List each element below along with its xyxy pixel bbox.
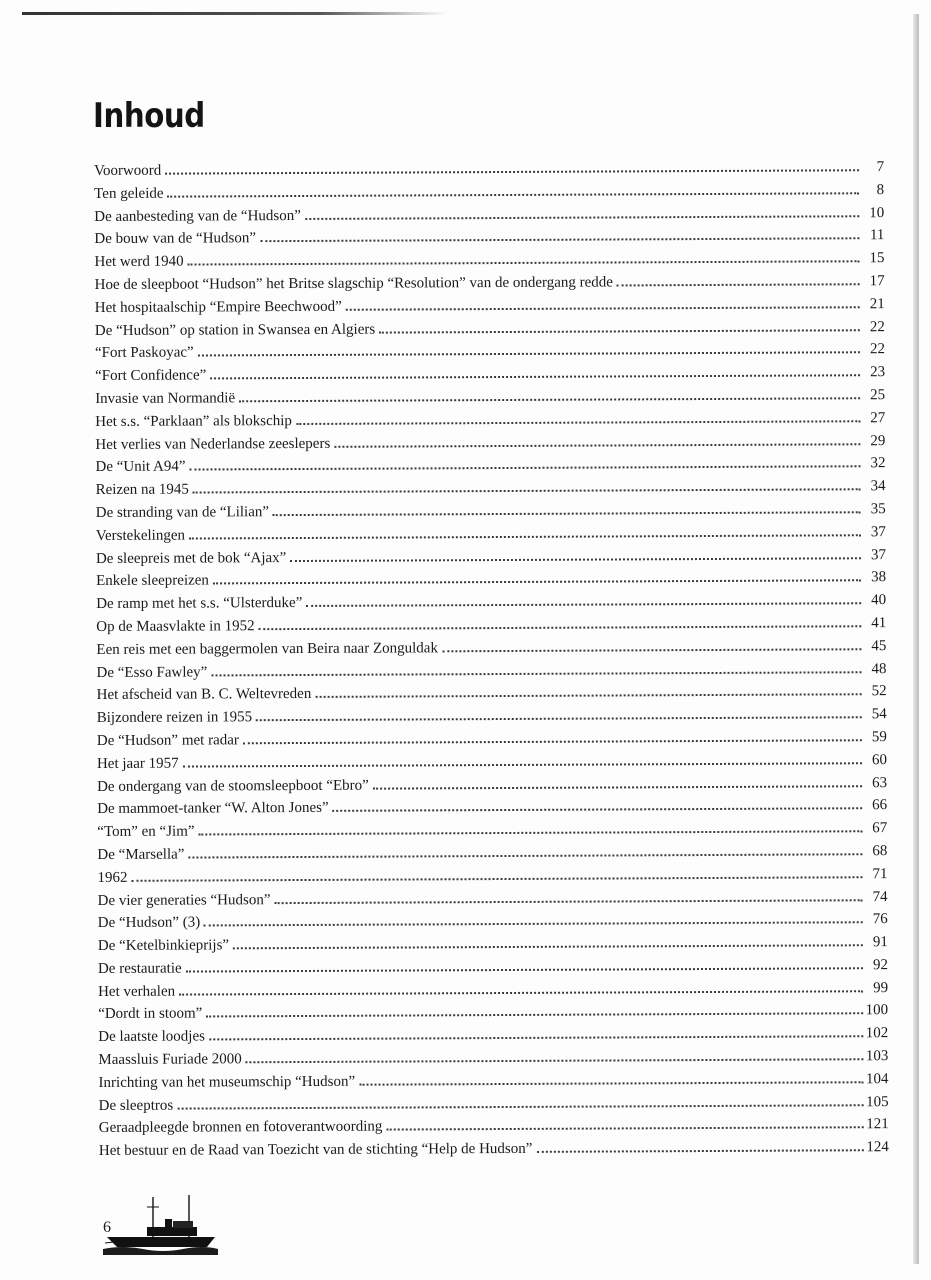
toc-entry-page: 91	[872, 934, 888, 951]
dot-leader	[442, 648, 861, 652]
toc-entry-title: Geraadpleegde bronnen en fotoverantwoording	[98, 1119, 383, 1137]
toc-entry-title: “Fort Paskoyac”	[94, 344, 194, 362]
table-of-contents	[94, 156, 889, 1163]
dot-leader	[186, 967, 863, 972]
dot-leader	[188, 260, 860, 265]
dot-leader	[239, 397, 860, 402]
toc-entry-title: De “Hudson” (3)	[97, 914, 201, 932]
dot-leader	[373, 785, 862, 789]
dot-leader	[213, 580, 861, 585]
dot-leader	[210, 374, 860, 379]
toc-entry-page: 124	[866, 1139, 889, 1156]
toc-entry-page: 71	[872, 865, 888, 882]
toc-entry-page: 48	[871, 660, 887, 677]
toc-entry-page: 15	[869, 250, 885, 267]
toc-entry-page: 27	[870, 409, 886, 426]
toc-entry-title: De “Hudson” met radar	[96, 732, 239, 749]
toc-entry-page: 121	[866, 1116, 889, 1133]
toc-entry-title: De “Ketelbinkieprijs”	[97, 937, 230, 955]
toc-entry-title: De ramp met het s.s. “Ulsterduke”	[96, 595, 303, 613]
dot-leader	[306, 602, 861, 607]
toc-entry-page: 63	[872, 774, 888, 791]
toc-entry-page: 74	[872, 888, 888, 905]
toc-entry-title: De bouw van de “Hudson”	[94, 230, 257, 248]
dot-leader	[206, 1013, 862, 1018]
toc-entry-title: De stranding van de “Lilian”	[95, 504, 270, 521]
dot-leader	[273, 511, 861, 516]
toc-entry-title: Op de Maasvlakte in 1952	[96, 618, 255, 635]
toc-entry-title: Reizen na 1945	[95, 481, 189, 499]
toc-entry-title: Het s.s. “Parklaan” als blokschip	[95, 412, 292, 430]
toc-entry-page: 52	[871, 683, 887, 700]
dot-leader	[296, 420, 860, 425]
dot-leader	[204, 922, 863, 927]
toc-entry-title: Maassluis Furiade 2000	[98, 1051, 242, 1069]
dot-leader	[246, 1058, 863, 1063]
toc-entry-page: 34	[870, 478, 886, 495]
toc-entry-title: Het verlies van Nederlandse zeeslepers	[95, 435, 331, 453]
dot-leader	[188, 853, 862, 858]
toc-entry-title: Bijzondere reizen in 1955	[96, 709, 253, 727]
dot-leader	[179, 990, 863, 995]
dot-leader	[379, 329, 860, 333]
top-rule	[22, 12, 447, 15]
dot-leader	[189, 534, 861, 539]
dot-leader	[199, 830, 863, 835]
toc-entry-title: “Tom” en “Jim”	[97, 823, 195, 841]
toc-entry-page: 10	[869, 204, 885, 221]
dot-leader	[334, 443, 860, 448]
toc-entry-title: “Dordt in stoom”	[98, 1005, 203, 1023]
toc-entry-title: Het afscheid van B. C. Weltevreden	[96, 686, 312, 704]
toc-entry-title: Inrichting van het museumschip “Hudson”	[98, 1073, 356, 1091]
toc-entry-page: 29	[870, 432, 886, 449]
toc-entry-title: De ondergang van de stoomsleepboot “Ebro”	[97, 777, 369, 795]
toc-entry-title: “Fort Confidence”	[95, 367, 207, 385]
dot-leader	[274, 899, 862, 904]
toc-entry-title: De restauratie	[97, 960, 182, 977]
toc-entry-page: 40	[871, 592, 887, 609]
dot-leader	[305, 215, 859, 220]
dot-leader	[617, 283, 860, 286]
page-title: Inhoud	[93, 96, 205, 136]
dot-leader	[177, 1104, 863, 1109]
dot-leader	[333, 808, 863, 813]
toc-entry-title: Het verhalen	[98, 983, 176, 1000]
page-edge	[913, 14, 919, 1264]
toc-entry-page: 38	[871, 569, 887, 586]
dot-leader	[168, 192, 860, 197]
toc-entry-page: 45	[871, 637, 887, 654]
toc-entry-page: 67	[872, 820, 888, 837]
dot-leader	[359, 1081, 863, 1085]
toc-entry-page: 59	[871, 729, 887, 746]
toc-entry-title: Ten geleide	[94, 185, 164, 202]
dot-leader	[193, 488, 861, 493]
dot-leader	[165, 169, 859, 174]
toc-entry-title: Verstekelingen	[95, 527, 186, 544]
toc-entry-page: 103	[865, 1048, 889, 1065]
toc-entry-title: De sleeptros	[98, 1097, 174, 1114]
toc-entry-title: De aanbesteding van de “Hudson”	[94, 207, 301, 225]
dot-leader	[346, 306, 860, 311]
page-number: 6	[103, 1219, 111, 1236]
toc-entry-page: 17	[869, 273, 885, 290]
toc-entry-title: De “Hudson” op station in Swansea en Algiers	[94, 321, 376, 339]
dot-leader	[386, 1127, 863, 1131]
toc-entry-page: 104	[865, 1071, 889, 1088]
toc-entry-title: De laatste loodjes	[98, 1028, 205, 1046]
toc-entry-page: 68	[872, 843, 888, 860]
toc-entry-page: 11	[869, 227, 885, 244]
toc-entry-page: 99	[873, 979, 889, 996]
toc-entry-title: Het jaar 1957	[96, 755, 179, 772]
dot-leader	[189, 466, 860, 471]
toc-entry-page: 8	[876, 181, 885, 198]
dot-leader	[536, 1150, 863, 1154]
toc-entry-title: De “Esso Fawley”	[96, 663, 208, 681]
dot-leader	[132, 876, 863, 882]
toc-entry-title: Het bestuur en de Raad van Toezicht van de stichting “Help de Hudson”	[98, 1141, 533, 1160]
toc-entry-page: 105	[866, 1093, 889, 1110]
toc-entry-title: Hoe de sleepboot “Hudson” het Britse slagschip “Resolution” van de ondergang redde	[94, 274, 613, 293]
toc-entry-page: 92	[872, 957, 888, 974]
toc-entry-page: 76	[872, 911, 888, 928]
toc-entry-page: 54	[871, 706, 887, 723]
dot-leader	[290, 557, 861, 562]
dot-leader	[256, 716, 862, 721]
toc-entry-title: Het werd 1940	[94, 253, 184, 271]
toc-entry-page: 23	[870, 364, 886, 381]
dot-leader	[209, 1036, 863, 1041]
dot-leader	[259, 625, 862, 630]
toc-entry-page: 41	[871, 615, 887, 632]
toc-entry-page: 37	[870, 523, 886, 540]
toc-entry-page: 102	[865, 1025, 889, 1042]
toc-entry-title: De “Marsella”	[97, 846, 185, 863]
dot-leader	[183, 762, 862, 767]
toc-entry-page: 37	[870, 546, 886, 563]
toc-entry-title: Het hospitaalschip “Empire Beechwood”	[94, 298, 342, 316]
toc-entry-page: 22	[869, 318, 885, 335]
toc-entry-page: 32	[870, 455, 886, 472]
toc-entry-title: Een reis met een baggermolen van Beira naar Zonguldak	[96, 640, 438, 658]
toc-entry-title: Enkele sleepreizen	[96, 572, 209, 590]
toc-entry-page: 35	[870, 501, 886, 518]
dot-leader	[315, 694, 861, 699]
tugboat-silhouette-icon	[103, 1193, 218, 1255]
toc-entry-title: De sleepreis met de bok “Ajax”	[95, 549, 287, 567]
dot-leader	[260, 238, 859, 243]
toc-entry-title: Invasie van Normandië	[95, 390, 236, 407]
toc-entry-title: De vier generaties “Hudson”	[97, 891, 271, 909]
toc-entry-page: 21	[869, 295, 885, 312]
toc-entry-page: 25	[870, 387, 886, 404]
toc-entry-title: De mammoet-tanker “W. Alton Jones”	[97, 800, 329, 818]
toc-entry-page: 66	[872, 797, 888, 814]
dot-leader	[198, 352, 860, 357]
toc-entry-page: 100	[865, 1002, 889, 1019]
dot-leader	[243, 739, 862, 744]
toc-entry-title: Voorwoord	[94, 162, 162, 179]
dot-leader	[211, 671, 861, 676]
dot-leader	[233, 944, 863, 949]
toc-entry	[99, 1136, 889, 1163]
toc-entry-page: 60	[871, 751, 887, 768]
toc-entry-title: 1962	[97, 869, 128, 886]
toc-entry-page: 7	[876, 159, 885, 176]
toc-entry-page: 22	[869, 341, 885, 358]
toc-entry-title: De “Unit A94”	[95, 458, 186, 476]
